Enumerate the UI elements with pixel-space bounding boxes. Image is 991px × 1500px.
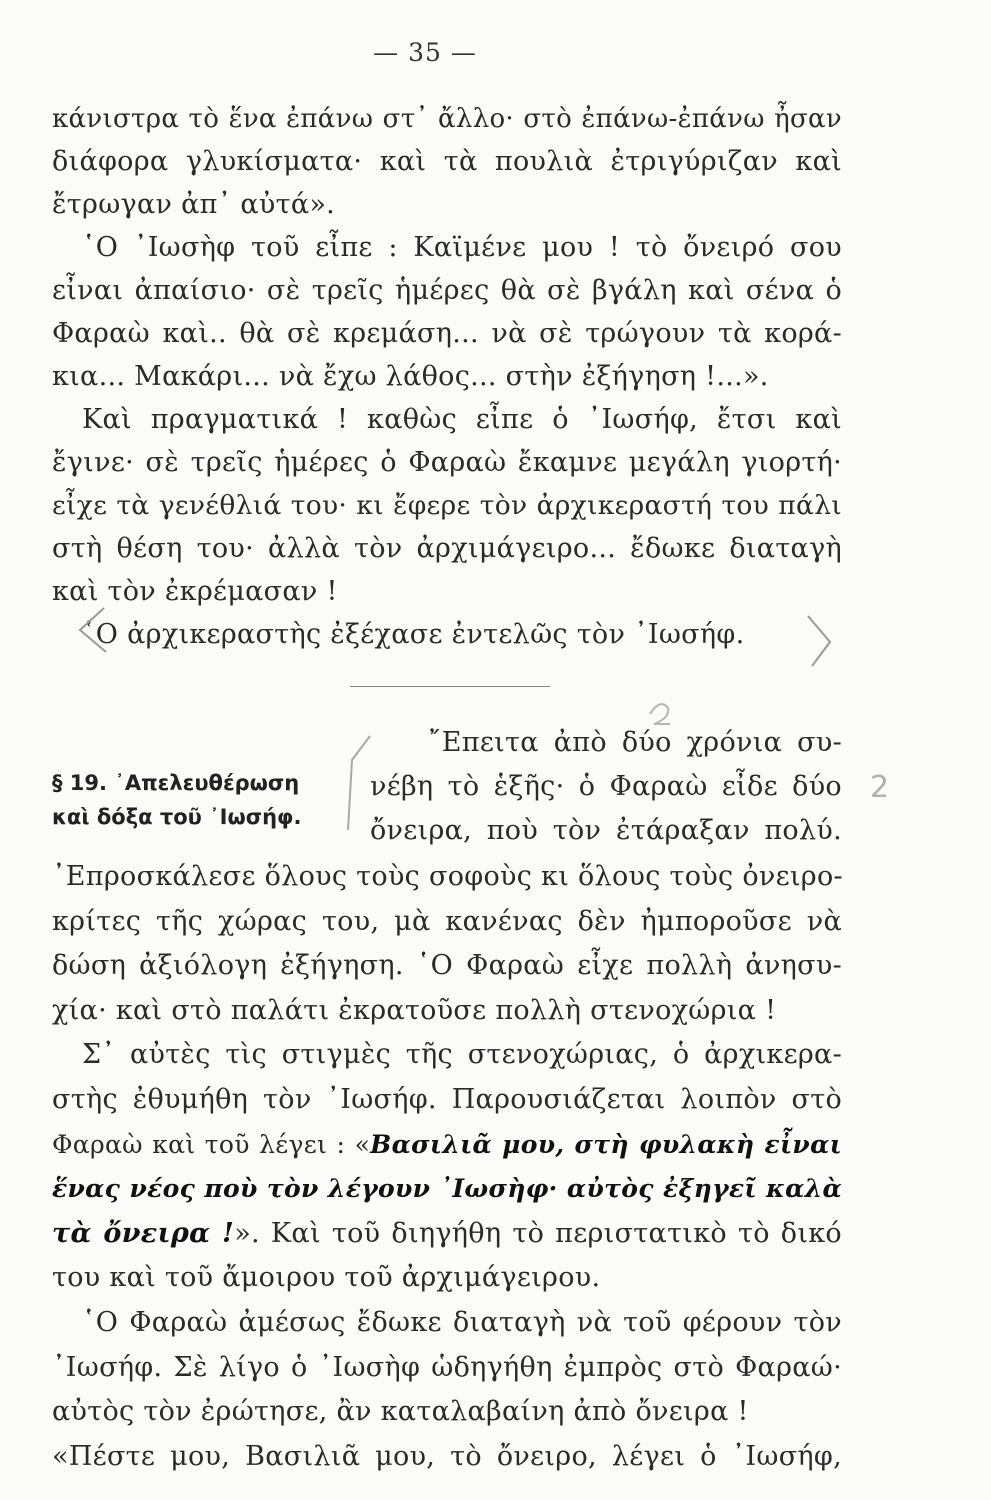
text-segment: «Πέστε μου, Βασιλιᾶ μου, τὸ ὄνειρο, λέγει ὁ ᾿Ιωσήφ, bbox=[52, 1441, 842, 1472]
emphasized-speech: ἕνας νέος ποὺ τὸν λέγουν ᾿Ιωσὴφ· αὐτὸς ἐξηγεῖ καλὰ bbox=[52, 1174, 842, 1203]
text-segment: ᾿Ιωσήφ. Σὲ λίγο ὁ ᾿Ιωσὴφ ὡδηγήθη ἐμπρὸς στὸ Φαραώ· bbox=[52, 1352, 842, 1383]
text-line bbox=[52, 1349, 842, 1387]
text-line: κια... Μακάρι... νὰ ἔχω λάθος... στὴν ἐξήγηση !...». bbox=[52, 361, 769, 392]
text-segment: Σ᾿ αὐτὲς τὶς στιγμὲς τῆς στενοχώριας, ὁ ἀρχικερα- bbox=[82, 1039, 842, 1070]
text-line bbox=[82, 1304, 842, 1342]
text-segment: αὐτὸς τὸν ἐρώτησε, ἂν καταλαβαίνη ἀπὸ ὄνειρα ! bbox=[52, 1396, 749, 1427]
text-line bbox=[52, 1438, 842, 1476]
text-line bbox=[52, 1215, 842, 1253]
text-segment: χία· καὶ στὸ παλάτι ἐκρατοῦσε πολλὴ στενοχώρια ! bbox=[52, 995, 777, 1026]
text-line bbox=[52, 1170, 842, 1208]
text-line: ἔτρωγαν ἀπ᾿ αὐτά». bbox=[52, 189, 336, 220]
text-line bbox=[52, 947, 842, 985]
text-line: διάφορα γλυκίσματα· καὶ τὰ πουλιὰ ἐτριγύριζαν καὶ bbox=[52, 146, 842, 177]
text-line bbox=[52, 1081, 842, 1119]
text-line bbox=[52, 858, 842, 896]
page-number: — 35 — bbox=[373, 38, 477, 67]
text-segment: δώση ἀξιόλογη ἐξήγηση. ῾Ο Φαραὼ εἶχε πολλὴ ἀνησυ- bbox=[52, 950, 842, 981]
section-opening-line: ῎Επειτα ἀπὸ δύο χρόνια συ- bbox=[428, 727, 842, 758]
text-segment: ᾿Επροσκάλεσε ὅλους τοὺς σοφοὺς κι ὅλους τοὺς ὀνειρο- bbox=[52, 861, 843, 892]
margin-number-annotation: 2 bbox=[870, 770, 890, 805]
emphasized-speech: τὰ ὄνειρα ! bbox=[52, 1218, 235, 1249]
text-line: εἶναι ἀπαίσιο· σὲ τρεῖς ἡμέρες θὰ σὲ βγάλη καὶ σένα ὁ bbox=[52, 275, 842, 306]
emphasized-speech: Βασιλιᾶ μου, στὴ φυλακὴ εἶναι bbox=[370, 1130, 842, 1159]
text-segment: στὴς ἐθυμήθη τὸν ᾿Ιωσήφ. Παρουσιάζεται λοιπὸν στὸ bbox=[52, 1084, 842, 1115]
text-line: ῾Ο ᾿Ιωσὴφ τοῦ εἶπε : Καϊμένε μου ! τὸ ὄνειρό σου bbox=[82, 232, 842, 263]
text-line: ἔγινε· σὲ τρεῖς ἡμέρες ὁ Φαραὼ ἔκαμνε μεγάλη γιορτή· bbox=[52, 447, 842, 478]
section-opening-line: νέβη τὸ ἑξῆς· ὁ Φαραὼ εἶδε δύο bbox=[370, 771, 842, 802]
text-line: καὶ τὸν ἐκρέμασαν ! bbox=[52, 576, 338, 607]
text-line: ῾Ο ἀρχικεραστὴς ἐξέχασε ἐντελῶς τὸν ᾿Ιωσήφ. bbox=[82, 619, 745, 650]
text-line bbox=[82, 1036, 842, 1074]
text-line bbox=[52, 1393, 842, 1431]
text-segment: κρίτες τῆς χώρας του, μὰ κανένας δὲν ἠμποροῦσε νὰ bbox=[52, 906, 842, 937]
text-line: Καὶ πραγματικά ! καθὼς εἶπε ὁ ᾿Ιωσήφ, ἔτσι καὶ bbox=[82, 404, 842, 435]
text-line bbox=[52, 1126, 842, 1164]
section-heading-line-1: § 19. ᾿Απελευθέρωση bbox=[52, 771, 300, 795]
section-opening-line: ὄνειρα, ποὺ τὸν ἐτάραξαν πολύ. bbox=[370, 815, 842, 846]
section-heading-line-2: καὶ δόξα τοῦ ᾿Ιωσήφ. bbox=[52, 805, 302, 829]
text-segment: ῾Ο Φαραὼ ἀμέσως ἔδωκε διαταγὴ νὰ τοῦ φέρουν τὸν bbox=[82, 1307, 842, 1338]
text-line: κάνιστρα τὸ ἕνα ἐπάνω στ᾿ ἄλλο· στὸ ἐπάνω-ἐπάνω ἦσαν bbox=[52, 104, 842, 134]
section-divider bbox=[350, 686, 550, 687]
text-line bbox=[52, 1259, 842, 1297]
text-segment: ». Καὶ τοῦ διηγήθη τὸ περιστατικὸ τὸ δικό bbox=[234, 1218, 842, 1249]
section-heading bbox=[52, 766, 352, 834]
text-segment: Φαραὼ καὶ τοῦ λέγει : « bbox=[52, 1130, 371, 1159]
text-line bbox=[52, 903, 842, 941]
text-line: εἶχε τὰ γενέθλιά του· κι ἔφερε τὸν ἀρχικεραστή του πάλι bbox=[52, 490, 842, 521]
text-line: στὴ θέση του· ἀλλὰ τὸν ἀρχιμάγειρο... ἔδωκε διαταγὴ bbox=[52, 533, 842, 564]
text-line bbox=[52, 992, 842, 1030]
text-line: Φαραὼ καὶ.. θὰ σὲ κρεμάση... νὰ σὲ τρώγουν τὰ κορά- bbox=[52, 318, 842, 349]
text-segment: του καὶ τοῦ ἄμοιρου τοῦ ἀρχιμάγειρου. bbox=[52, 1262, 601, 1293]
